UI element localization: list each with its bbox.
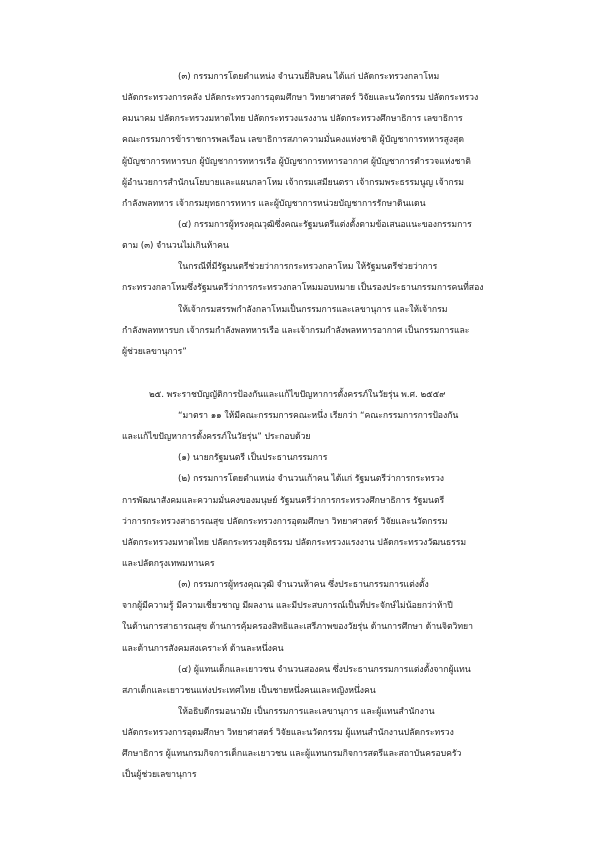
act-heading: ๒๕. พระราชบัญญัติการป้องกันและแก้ไขปัญหาการตั้งครรภ์ในวัยรุ่น พ.ศ. ๒๕๕๙ [149,390,446,400]
text-line: ปลัดกระทรวงการอุดมศึกษา วิทยาศาสตร์ วิจัยและนวัตกรรม ผู้แทนสำนักงานปลัดกระทรวง [122,728,454,738]
text-line: และแก้ไขปัญหาการตั้งครรภ์ในวัยรุ่น” ประกอบด้วย [122,432,311,442]
text-line: การพัฒนาสังคมและความมั่นคงของมนุษย์ รัฐมนตรีว่าการกระทรวงศึกษาธิการ รัฐมนตรี [122,496,445,506]
text-line: ผู้ช่วยเลขานุการ” [122,347,187,357]
text-line: (๒) กรรมการโดยตำแหน่ง จำนวนเก้าคน ได้แก่ รัฐมนตรีว่าการกระทรวง [178,474,445,484]
text-line: (๔) ผู้แทนเด็กและเยาวชน จำนวนสองคน ซึ่งประธานกรรมการแต่งตั้งจากผู้แทน [178,665,471,675]
text-line: คมนาคม ปลัดกระทรวงมหาดไทย ปลัดกระทรวงแรงงาน ปลัดกระทรวงศึกษาธิการ เลขาธิการ [122,114,463,124]
text-line: กระทรวงกลาโหมซึ่งรัฐมนตรีว่าการกระทรวงกลาโหมมอบหมาย เป็นรองประธานกรรมการคนที่สอง [122,283,484,293]
text-line: (๔) กรรมการผู้ทรงคุณวุฒิซึ่งคณะรัฐมนตรีแต่งตั้งตามข้อเสนอแนะของกรรมการ [178,220,472,230]
text-line: และปลัดกรุงเทพมหานคร [122,559,215,569]
text-line: ในด้านการสาธารณสุข ด้านการคุ้มครองสิทธิและเสรีภาพของวัยรุ่น ด้านการศึกษา ด้านจิตวิทยา [122,622,473,632]
text-line: ให้อธิบดีกรมอนามัย เป็นกรรมการและเลขานุการ และผู้แทนสำนักงาน [178,707,435,717]
text-line: จากผู้มีความรู้ มีความเชี่ยวชาญ มีผลงาน และมีประสบการณ์เป็นที่ประจักษ์ไม่น้อยกว่าห้าปี [122,601,453,611]
text-line: (๑) นายกรัฐมนตรี เป็นประธานกรรมการ [178,453,328,463]
text-line: ศึกษาธิการ ผู้แทนกรมกิจการเด็กและเยาวชน และผู้แทนกรมกิจการสตรีและสถาบันครอบครัว [122,749,462,759]
text-line: และด้านการสังคมสงเคราะห์ ด้านละหนึ่งคน [122,644,284,654]
text-line: ตาม (๓) จำนวนไม่เกินห้าคน [122,241,229,251]
text-line: กำลังพลทหารบก เจ้ากรมกำลังพลทหารเรือ และเจ้ากรมกำลังพลทหารอากาศ เป็นกรรมการและ [122,326,470,336]
text-line: (๓) กรรมการผู้ทรงคุณวุฒิ จำนวนห้าคน ซึ่งประธานกรรมการแต่งตั้ง [178,580,429,590]
text-line: “มาตรา ๑๑ ให้มีคณะกรรมการคณะหนึ่ง เรียกว่า “คณะกรรมการการป้องกัน [178,411,459,421]
text-line: ปลัดกระทรวงมหาดไทย ปลัดกระทรวงยุติธรรม ปลัดกระทรวงแรงงาน ปลัดกระทรวงวัฒนธรรม [122,538,467,548]
text-line: ให้เจ้ากรมสรรพกำลังกลาโหมเป็นกรรมการและเลขานุการ และให้เจ้ากรม [178,305,448,315]
text-line: (๓) กรรมการโดยตำแหน่ง จำนวนยี่สิบคน ได้แก่ ปลัดกระทรวงกลาโหม [178,72,440,82]
text-line: ผู้อำนวยการสำนักนโยบายและแผนกลาโหม เจ้ากรมเสมียนตรา เจ้ากรมพระธรรมนูญ เจ้ากรม [122,178,464,188]
text-line: ผู้บัญชาการทหารบก ผู้บัญชาการทหารเรือ ผู้บัญชาการทหารอากาศ ผู้บัญชาการตำรวจแห่งชาติ [122,157,471,167]
text-line: เป็นผู้ช่วยเลขานุการ [122,770,197,780]
text-line: ว่าการกระทรวงสาธารณสุข ปลัดกระทรวงการอุดมศึกษา วิทยาศาสตร์ วิจัยและนวัตกรรม [122,517,448,527]
text-line: กำลังพลทหาร เจ้ากรมยุทธการทหาร และผู้บัญชาการหน่วยบัญชาการรักษาดินแดน [122,199,426,209]
text-line: สภาเด็กและเยาวชนแห่งประเทศไทย เป็นชายหนึ่งคนและหญิงหนึ่งคน [122,686,376,696]
text-line: ในกรณีที่มีรัฐมนตรีช่วยว่าการกระทรวงกลาโหม ให้รัฐมนตรีช่วยว่าการ [178,262,438,272]
text-line: คณะกรรมการข้าราชการพลเรือน เลขาธิการสภาความมั่นคงแห่งชาติ ผู้บัญชาการทหารสูงสุด [122,135,464,145]
text-line: ปลัดกระทรวงการคลัง ปลัดกระทรวงการอุดมศึกษา วิทยาศาสตร์ วิจัยและนวัตกรรม ปลัดกระทรวง [122,93,479,103]
